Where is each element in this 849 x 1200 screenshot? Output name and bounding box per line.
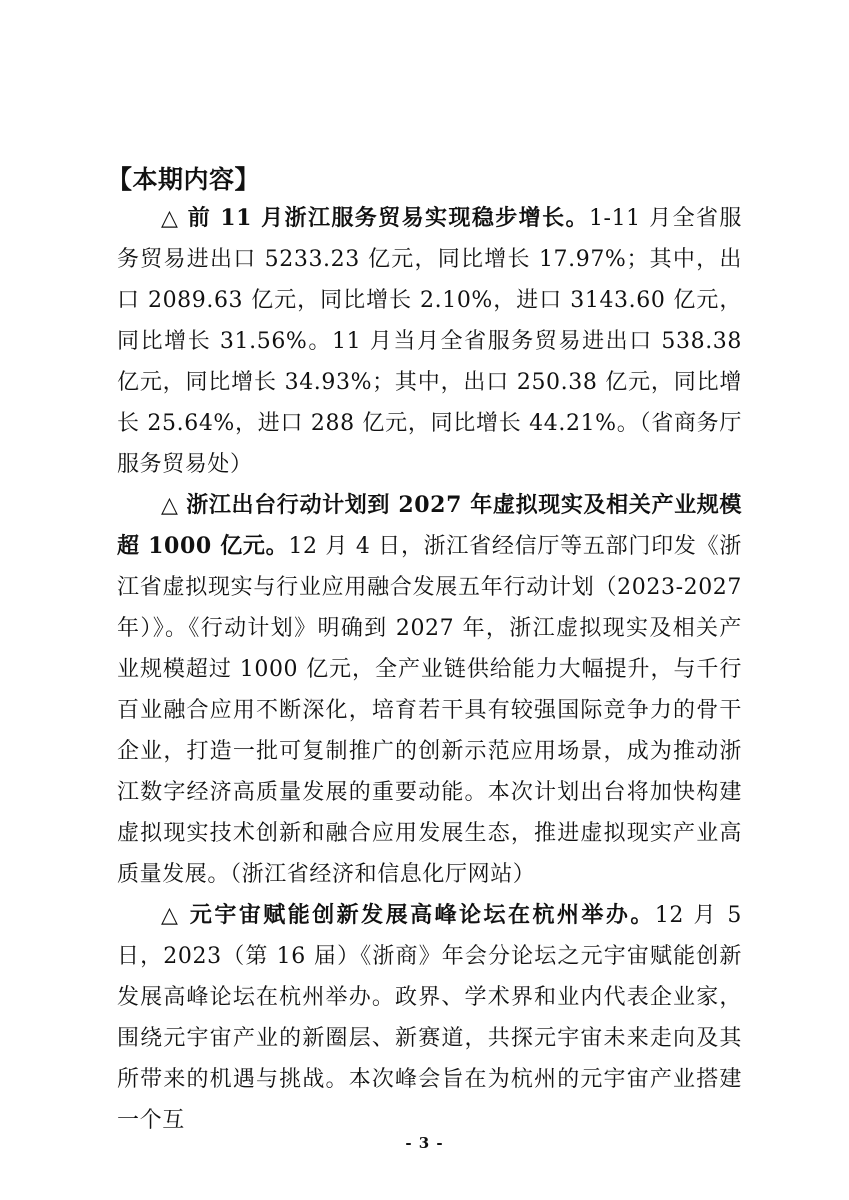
page-number: - 3 -: [405, 1134, 444, 1152]
news-item-headline: 前 11 月浙江服务贸易实现稳步增长。: [187, 205, 589, 231]
news-item-marker: △: [161, 205, 180, 231]
news-item-marker: △: [161, 902, 181, 928]
news-item-headline: 元宇宙赋能创新发展高峰论坛在杭州举办。: [189, 902, 655, 928]
news-item-metaverse-forum: [117, 895, 742, 1141]
news-item-vr-plan: [117, 485, 742, 895]
news-item-text: 12 月 5 日，2023（第 16 届）《浙商》年会分论坛之元宇宙赋能创新发展高峰论坛在杭州举办。政界、学术界和业内代表企业家，围绕元宇宙产业的新圈层、新赛道，共探元宇宙未来走向及其所带来的机遇与挑战。本次峰会旨在为杭州的元宇宙产业搭建一个互: [117, 903, 743, 1133]
news-item-text: 1-11 月全省服务贸易进出口 5233.23 亿元，同比增长 17.97%；其中，出口 2089.63 亿元，同比增长 2.10%，进口 3143.60 亿元，同比增长 31.56%。11 月当月全省服务贸易进出口 538.38 亿元，同比增长 34.93%；其中，出口 250.38 亿元，同比增长 25.64%，进口 288 亿元，同比增长 44.21%。（省商务厅服务贸易处）: [117, 206, 743, 477]
news-item-service-trade: [117, 198, 742, 485]
section-heading: 【本期内容】: [107, 165, 261, 194]
news-item-headline: 浙江出台行动计划到 2027 年虚拟现实及相关产业规模超 1000 亿元。: [117, 492, 742, 559]
news-item-text: 12 月 4 日，浙江省经信厅等五部门印发《浙江省虚拟现实与行业应用融合发展五年行动计划（2023-2027 年）》。《行动计划》明确到 2027 年，浙江虚拟现实及相关产业规模超过 1000 亿元，全产业链供给能力大幅提升，与千行百业融合应用不断深化，培育若干具有较强国际竞争力的骨干企业，打造一批可复制推广的创新示范应用场景，成为推动浙江数字经济高质量发展的重要动能。本次计划出台将加快构建虚拟现实技术创新和融合应用发展生态，推进虚拟现实产业高质量发展。（浙江省经济和信息化厅网站）: [117, 534, 742, 887]
news-item-marker: △: [161, 492, 179, 518]
news-list: [117, 198, 742, 1141]
